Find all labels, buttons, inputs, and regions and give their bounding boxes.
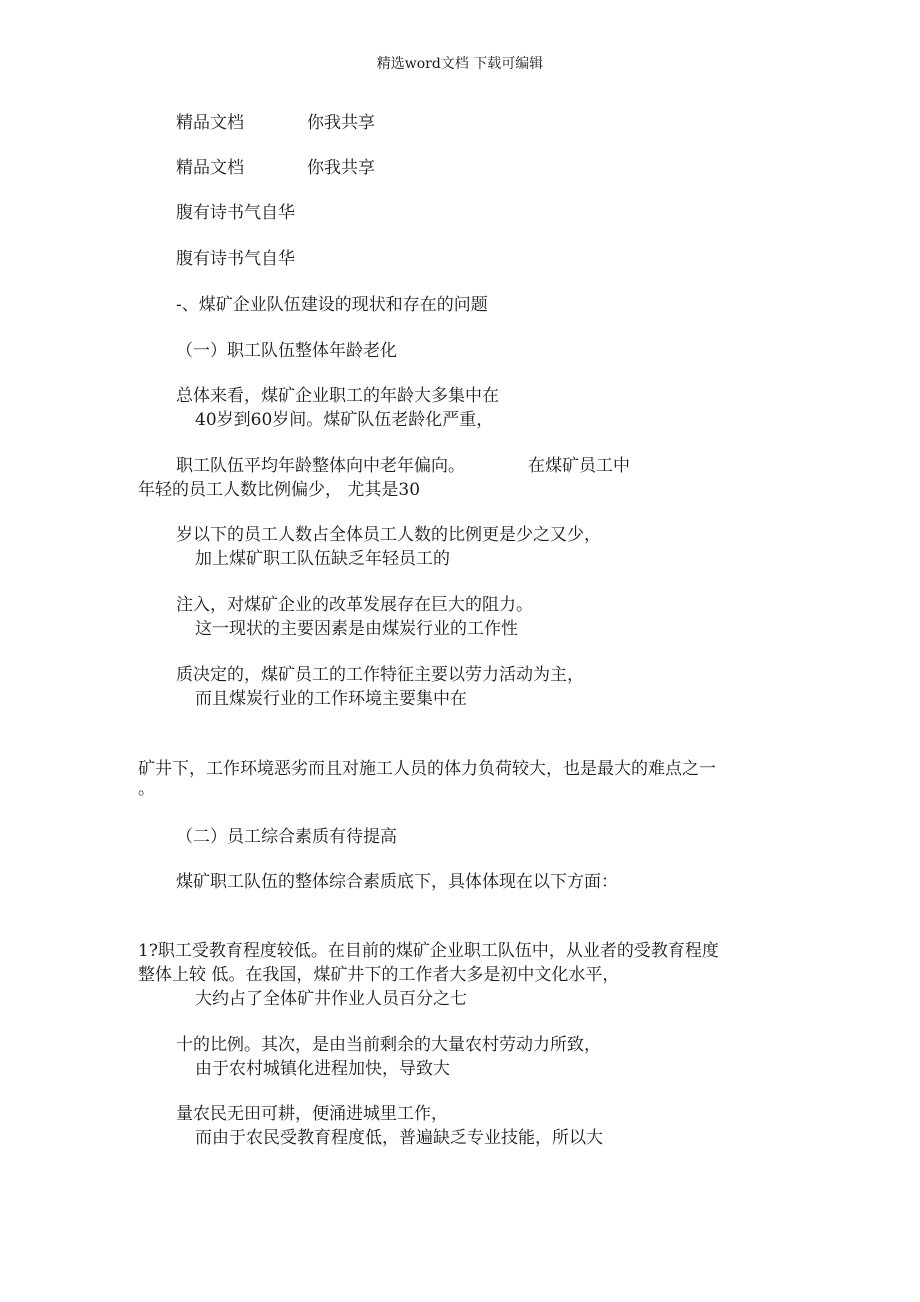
text-line: 你我共享 xyxy=(307,158,375,178)
text-line: 精品文档 xyxy=(176,113,244,133)
subsection-heading: （一）职工队伍整体年龄老化 xyxy=(176,341,397,361)
text-line: 你我共享 xyxy=(307,113,375,133)
text-line: 1?职工受教育程度较低。在目前的煤矿企业职工队伍中，从业者的受教育程度 xyxy=(138,941,719,961)
text-line: 精品文档 xyxy=(176,158,244,178)
text-line: 职工队伍平均年龄整体向中老年偏向。 xyxy=(176,456,465,476)
text-line: 年轻的员工人数比例偏少， 尤其是30 xyxy=(138,480,421,500)
text-line: 量农民无田可耕，便涌进城里工作， xyxy=(176,1104,448,1124)
text-line: 而由于农民受教育程度低，普遍缺乏专业技能，所以大 xyxy=(195,1128,603,1148)
text-line: 十的比例。其次，是由当前剩余的大量农村劳动力所致， xyxy=(176,1035,601,1055)
text-line: 由于农村城镇化进程加快，导致大 xyxy=(195,1059,450,1079)
text-line: 加上煤矿职工队伍缺乏年轻员工的 xyxy=(195,549,450,569)
text-line: 注入，对煤矿企业的改革发展存在巨大的阻力。 xyxy=(176,595,533,615)
text-line: 岁以下的员工人数占全体员工人数的比例更是少之又少， xyxy=(176,525,601,545)
text-line: 矿井下，工作环境恶劣而且对施工人员的体力负荷较大，也是最大的难点之一 xyxy=(138,759,716,779)
text-line: 煤矿职工队伍的整体综合素质底下，具体体现在以下方面： xyxy=(176,872,618,892)
text-line: 这一现状的主要因素是由煤炭行业的工作性 xyxy=(195,619,518,639)
text-line: 。 xyxy=(138,779,155,799)
page-header: 精选word文档 下载可编辑 xyxy=(376,56,544,72)
text-line: 腹有诗书气自华 xyxy=(176,249,295,269)
text-line: 整体上较 低。在我国，煤矿井下的工作者大多是初中文化水平， xyxy=(138,965,620,985)
text-line: 而且煤炭行业的工作环境主要集中在 xyxy=(195,689,467,709)
text-line: 40岁到60岁间。煤矿队伍老龄化严重， xyxy=(195,410,494,430)
text-line: 腹有诗书气自华 xyxy=(176,203,295,223)
subsection-heading: （二）员工综合素质有待提高 xyxy=(176,827,397,847)
section-heading: -、煤矿企业队伍建设的现状和存在的问题 xyxy=(176,295,488,315)
text-line: 总体来看，煤矿企业职工的年龄大多集中在 xyxy=(176,386,499,406)
text-line: 在煤矿员工中 xyxy=(528,456,630,476)
text-line: 质决定的，煤矿员工的工作特征主要以劳力活动为主， xyxy=(176,665,584,685)
text-line: 大约占了全体矿井作业人员百分之七 xyxy=(195,989,467,1009)
